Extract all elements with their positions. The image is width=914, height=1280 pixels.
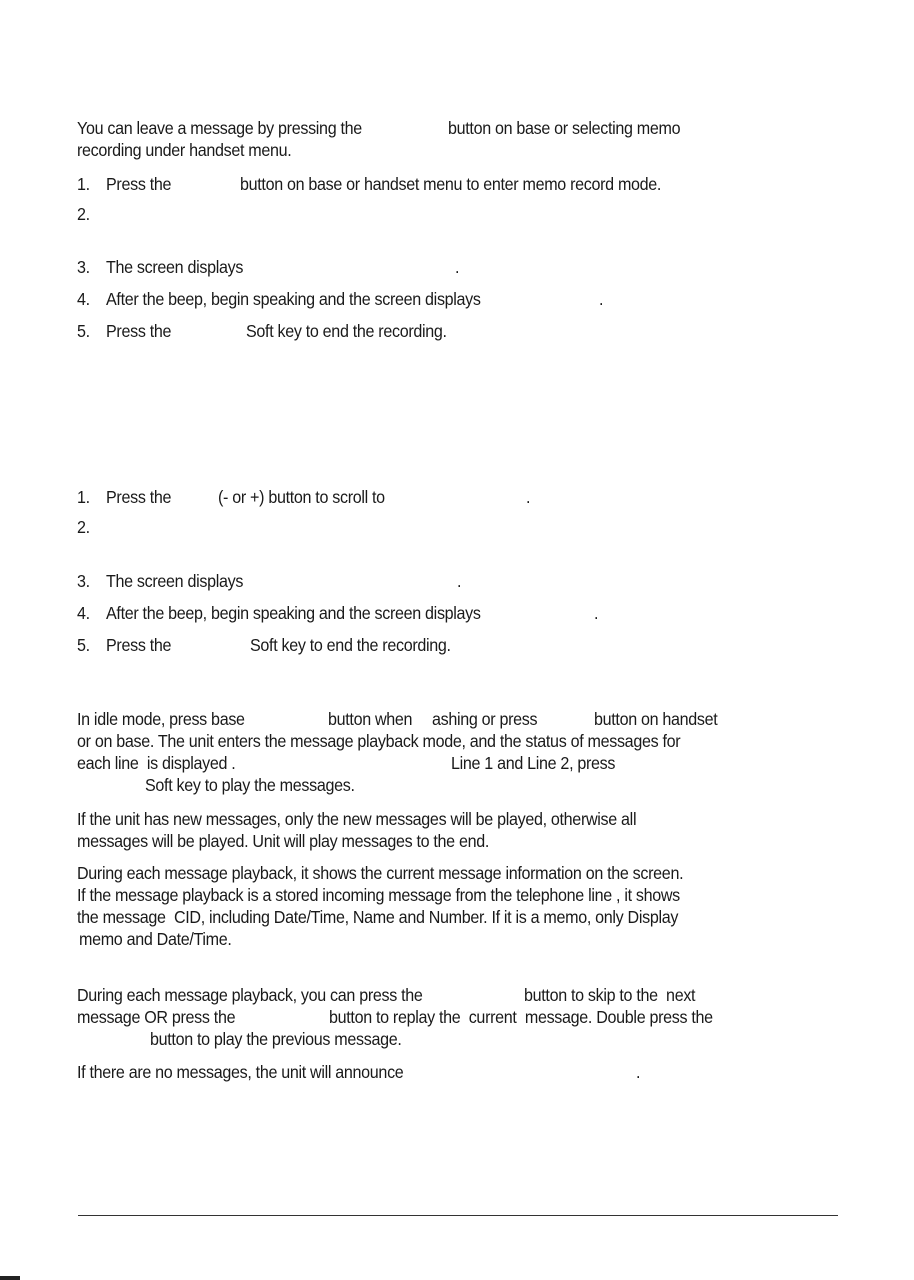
playback-p2-line1: If the unit has new messages, only the new messages will be played, otherwise all (77, 809, 637, 829)
memo-step-5-a: Press the (106, 321, 172, 341)
handset-step-4-b: . (594, 603, 599, 623)
handset-step-1-a: Press the (106, 487, 172, 507)
playback-p1-line4: Soft key to play the messages. (145, 775, 355, 795)
handset-step-5-b: Soft key to end the recording. (250, 635, 451, 655)
footer-rule (78, 1215, 838, 1216)
playback-p3-line1: During each message playback, it shows the current message information on the screen. (77, 863, 684, 883)
memo-step-1-b: button on base or handset menu to enter memo record mode. (240, 174, 662, 194)
handset-step-1-b: (- or +) button to scroll to (218, 487, 385, 507)
playback-p5-b: . (636, 1062, 641, 1082)
playback-p4-line1-b: button to skip to the next (524, 985, 696, 1005)
memo-step-5-num: 5. (77, 321, 90, 341)
handset-step-1-num: 1. (77, 487, 90, 507)
handset-step-4-num: 4. (77, 603, 90, 623)
handset-step-3-a: The screen displays (106, 571, 244, 591)
playback-p1-line3-a: each line is displayed . (77, 753, 236, 773)
memo-intro-line1-b: button on base or selecting memo (448, 118, 681, 138)
playback-p1-line1-d: button on handset (594, 709, 718, 729)
memo-step-3-b: . (455, 257, 460, 277)
memo-step-1-num: 1. (77, 174, 90, 194)
playback-p4-line2-a: message OR press the (77, 1007, 236, 1027)
memo-step-2-num: 2. (77, 204, 90, 224)
memo-step-4-num: 4. (77, 289, 90, 309)
playback-p1-line1-c: ashing or press (432, 709, 538, 729)
memo-step-3-a: The screen displays (106, 257, 244, 277)
memo-step-4-a: After the beep, begin speaking and the screen displays (106, 289, 481, 309)
memo-step-3-num: 3. (77, 257, 90, 277)
playback-p1-line3-b: Line 1 and Line 2, press (451, 753, 616, 773)
playback-p1-line1-a: In idle mode, press base (77, 709, 245, 729)
memo-intro-line1-a: You can leave a message by pressing the (77, 118, 362, 138)
handset-step-4-a: After the beep, begin speaking and the screen displays (106, 603, 481, 623)
memo-step-1-a: Press the (106, 174, 172, 194)
handset-step-5-num: 5. (77, 635, 90, 655)
playback-p5-a: If there are no messages, the unit will announce (77, 1062, 404, 1082)
corner-mark (0, 1276, 20, 1280)
playback-p3-line3: the message CID, including Date/Time, Name and Number. If it is a memo, only Display (77, 907, 679, 927)
playback-p4-line2-b: button to replay the current message. Double press the (329, 1007, 713, 1027)
playback-p1-line2: or on base. The unit enters the message playback mode, and the status of messages for (77, 731, 681, 751)
playback-p2-line2: messages will be played. Unit will play messages to the end. (77, 831, 490, 851)
playback-p3-line4: memo and Date/Time. (79, 929, 232, 949)
memo-step-5-b: Soft key to end the recording. (246, 321, 447, 341)
playback-p4-line1-a: During each message playback, you can press the (77, 985, 423, 1005)
handset-step-1-c: . (526, 487, 531, 507)
handset-step-5-a: Press the (106, 635, 172, 655)
playback-p4-line3: button to play the previous message. (150, 1029, 402, 1049)
playback-p1-line1-b: button when (328, 709, 413, 729)
handset-step-2-num: 2. (77, 517, 90, 537)
handset-step-3-b: . (457, 571, 462, 591)
memo-step-4-b: . (599, 289, 604, 309)
handset-step-3-num: 3. (77, 571, 90, 591)
playback-p3-line2: If the message playback is a stored incoming message from the telephone line , it shows (77, 885, 680, 905)
memo-intro-line2: recording under handset menu. (77, 140, 292, 160)
